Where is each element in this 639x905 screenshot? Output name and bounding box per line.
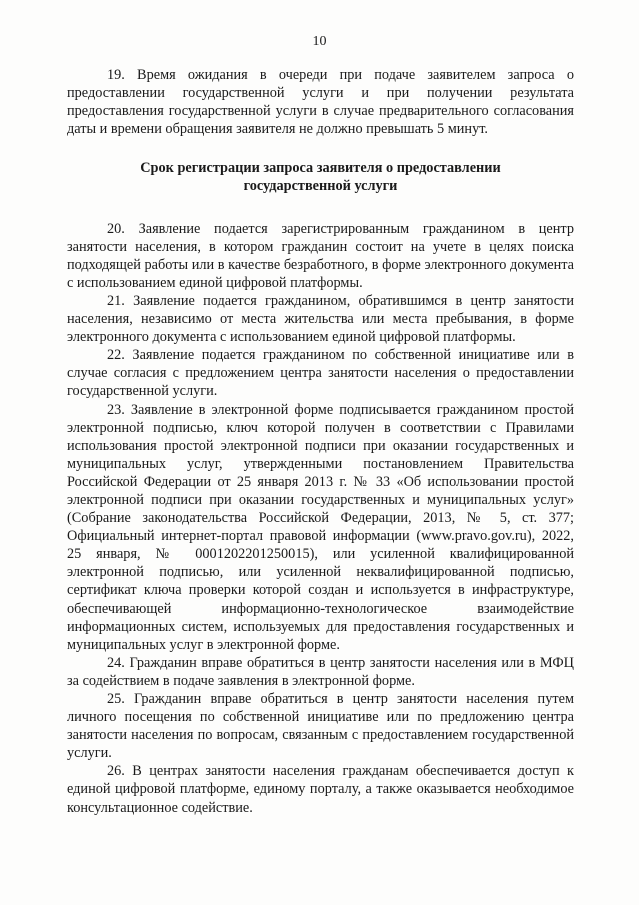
paragraph-26: 26. В центрах занятости населения гражданам обеспечивается доступ к единой цифровой платформе, единому порталу, а также оказывается необходимое консультационное содействие. [67,763,574,816]
paragraph-20: 20. Заявление подается зарегистрированным гражданином в центр занятости населения, в котором гражданин состоит на учете в целях поиска подходящей работы или в качестве безработного, в форме электронного документа с использованием единой цифровой платформы. [67,220,574,291]
paragraph-19: 19. Время ожидания в очереди при подаче заявителем запроса о предоставлении государственной услуги и при получении результата предоставления государственной услуги в случае предварительного согласования даты и времени обращения заявителя не должно превышать 5 минут. [67,67,574,138]
section-heading: Срок регистрации запроса заявителя о предоставлении государственной услуги [140,160,501,195]
page-number: 10 [312,34,327,49]
paragraph-25: 25. Гражданин вправе обратиться в центр занятости населения путем личного посещения по собственной инициативе или по предложению центра занятости населения по вопросам, связанным с предоставлением государственной услуги. [67,691,574,762]
paragraph-24: 24. Гражданин вправе обратиться в центр занятости населения или в МФЦ за содействием в подаче заявления в электронной форме. [67,654,574,689]
paragraph-23: 23. Заявление в электронной форме подписывается гражданином простой электронной подписью, ключ которой получен в соответствии с Правилами использования простой электронной подписи при оказании государственных и муниципальных услуг, утвержденными постановлением Правительства Российской Федерации от 25 января 2013 г. № 33 «Об использовании простой электронной подписи при оказании государственных и муниципальных услуг» (Собрание законодательства Российской Федерации, 2013, № 5, ст. 377; Официальный интернет-портал правовой информации (www.pravo.gov.ru), 2022, 25 января, № 0001202201250015), или усиленной квалифицированной электронной подписью, или усиленной неквалифицированной подписью, сертификат ключа проверки которой создан и используется в инфраструктуре, обеспечивающей информационно-технологическое взаимодействие информационных систем, используемых для предоставления государственных и муниципальных услуг в электронной форме. [67,401,574,653]
paragraph-22: 22. Заявление подается гражданином по собственной инициативе или в случае согласия с предложением центра занятости населения о предоставлении государственной услуги. [67,347,574,400]
document-body [67,66,574,817]
paragraph-21: 21. Заявление подается гражданином, обратившимся в центр занятости населения, независимо от места жительства или места пребывания, в форме электронного документа с использованием единой цифровой платформы. [67,292,574,346]
